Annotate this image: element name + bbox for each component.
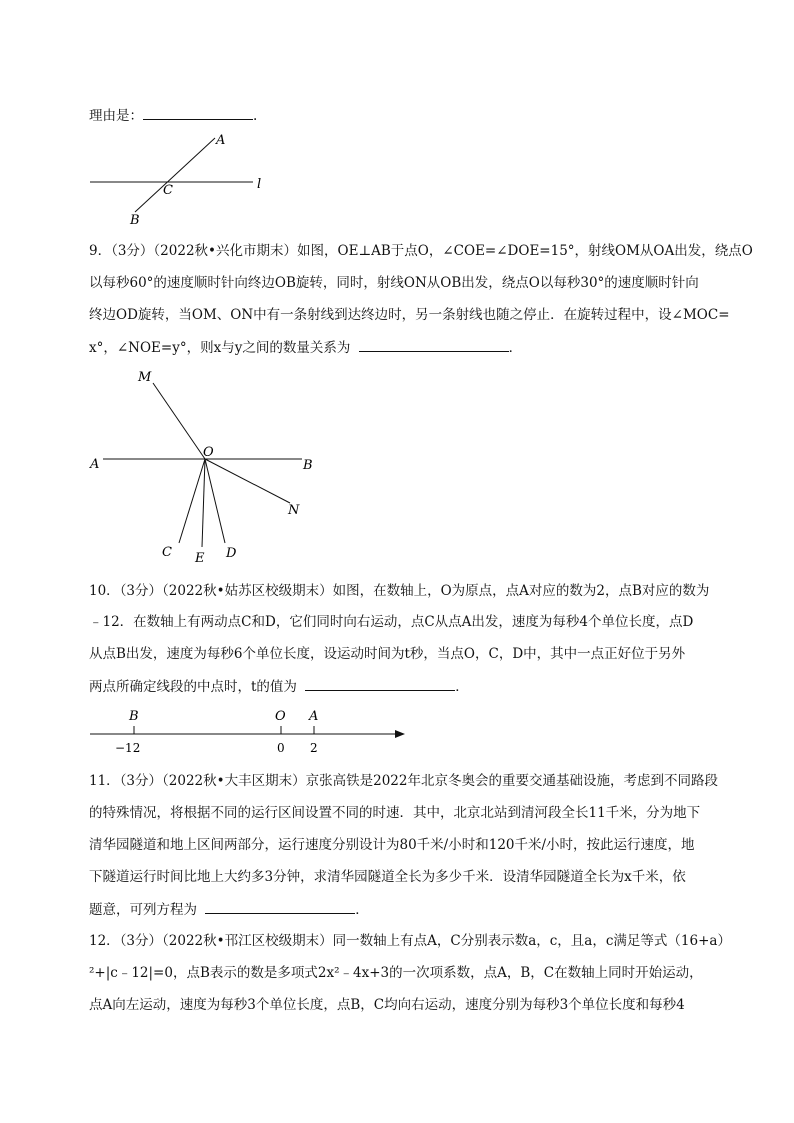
tick-label-b: −12 — [115, 741, 141, 755]
q10-text-1: 如图，在数轴上，O为原点，点A对应的数为2，点B对应的数为 — [332, 583, 710, 599]
ray-oe — [202, 459, 205, 547]
q10-line-2: ﹣12．在数轴上有两动点C和D，它们同时向右运动，点C从点A出发，速度为每秒4个单位长度，点D — [89, 614, 694, 630]
label-e: E — [195, 551, 205, 566]
q12-text-1: 同一数轴上有点A，C分别表示数a，c，且a，c满足等式（16+a） — [332, 933, 731, 949]
label-l: l — [257, 177, 262, 192]
line-ab — [135, 138, 215, 212]
q9-line-2: 以每秒60°的速度顺时针向终边OB旋转，同时，射线ON从OB出发，绕点O以每秒30°的速度顺时针向 — [89, 275, 699, 291]
reason-line: 理由是： . — [89, 105, 729, 126]
label-n: N — [288, 503, 300, 518]
label-c: C — [163, 183, 173, 198]
label-a: A — [90, 457, 100, 472]
q9-text-4: x°，∠NOE=y°，则x与y之间的数量关系为 — [89, 340, 351, 356]
q12-line-2: ²+|c﹣12|=0，点B表示的数是多项式2x²﹣4x+3的一次项系数，点A，B，C在数轴上同时开始运动， — [89, 965, 703, 981]
label-b: B — [303, 458, 313, 473]
tick-label-o: 0 — [277, 741, 285, 755]
q11-text-5: 题意，可列方程为 — [89, 902, 197, 918]
q11-line-2: 的特殊情况，将根据不同的运行区间设置不同的时速．其中，北京北站到清河段全长11千米，分为地下 — [89, 805, 701, 821]
q10-period: ． — [455, 679, 469, 695]
q11-line-4: 下隧道运行时间比地上大约多3分钟，求清华园隧道全长为多少千米．设清华园隧道全长为x千米，依 — [89, 869, 686, 885]
q12-meta: （3分）（2022秋•邗江区校级期末） — [119, 933, 333, 949]
figure-number-line — [85, 705, 415, 760]
label-a: A — [309, 709, 319, 724]
q10-line-3: 从点B出发，速度为每秒6个单位长度，设运动时间为t秒，当点O，C，D中，其中一点正好位于另外 — [89, 646, 686, 662]
label-m: M — [138, 370, 152, 385]
q12-number: 12． — [89, 933, 120, 949]
label-c: C — [162, 545, 172, 560]
ray-oc — [179, 459, 205, 543]
q11-answer-blank[interactable] — [205, 899, 355, 914]
label-a: A — [216, 133, 226, 148]
q10-number: 10． — [89, 583, 120, 599]
q10-line-1 — [89, 581, 729, 601]
ray-on — [205, 459, 290, 503]
q11-line-1 — [89, 771, 729, 791]
q11-text-1: 京张高铁是2022年北京冬奥会的重要交通基础设施，考虑到不同路段 — [305, 773, 718, 789]
reason-label: 理由是： — [89, 108, 143, 124]
q10-line-4 — [89, 676, 729, 697]
q12-line-1 — [89, 931, 729, 951]
label-b: B — [130, 213, 140, 228]
q11-period: ． — [355, 902, 369, 918]
q9-line-4 — [89, 337, 729, 358]
q11-number: 11． — [89, 773, 120, 789]
q9-answer-blank[interactable] — [359, 337, 509, 352]
tick-label-a: 2 — [310, 741, 318, 755]
label-d: D — [226, 546, 237, 561]
q10-answer-blank[interactable] — [305, 676, 455, 691]
q9-line-3: 终边OD旋转，当OM、ON中有一条射线到达终边时，另一条射线也随之停止．在旋转过程中，设∠MOC= — [89, 307, 730, 323]
label-o: O — [203, 445, 214, 460]
label-o: O — [275, 709, 286, 724]
q9-number: 9． — [89, 243, 112, 259]
q9-meta: （3分）（2022秋•兴化市期末） — [111, 243, 298, 259]
q12-line-3: 点A向左运动，速度为每秒3个单位长度，点B，C均向右运动，速度分别为每秒3个单位长度和每秒4 — [89, 997, 685, 1013]
q9-line-1 — [89, 241, 753, 261]
q9-text-1: 如图，OE⊥AB于点O，∠COE=∠DOE=15°，射线OM从OA出发，绕点O — [297, 243, 753, 259]
ray-om — [153, 383, 205, 459]
figure-angle-rays — [85, 365, 325, 575]
ray-od — [205, 459, 225, 543]
q11-line-3: 清华园隧道和地上区间两部分，运行速度分别设计为80千米/小时和120千米/小时，按此运行速度，地 — [89, 837, 695, 853]
q10-meta: （3分）（2022秋•姑苏区校级期末） — [119, 583, 333, 599]
q9-period: ． — [508, 340, 523, 356]
axis-arrow-icon — [395, 730, 405, 738]
q10-text-4: 两点所确定线段的中点时，t的值为 — [89, 679, 297, 695]
label-b: B — [129, 709, 139, 724]
q11-meta: （3分）（2022秋•大丰区期末） — [119, 773, 306, 789]
figure-line-intersection — [85, 130, 285, 230]
q11-line-5 — [89, 899, 729, 920]
answer-blank[interactable] — [143, 105, 253, 120]
